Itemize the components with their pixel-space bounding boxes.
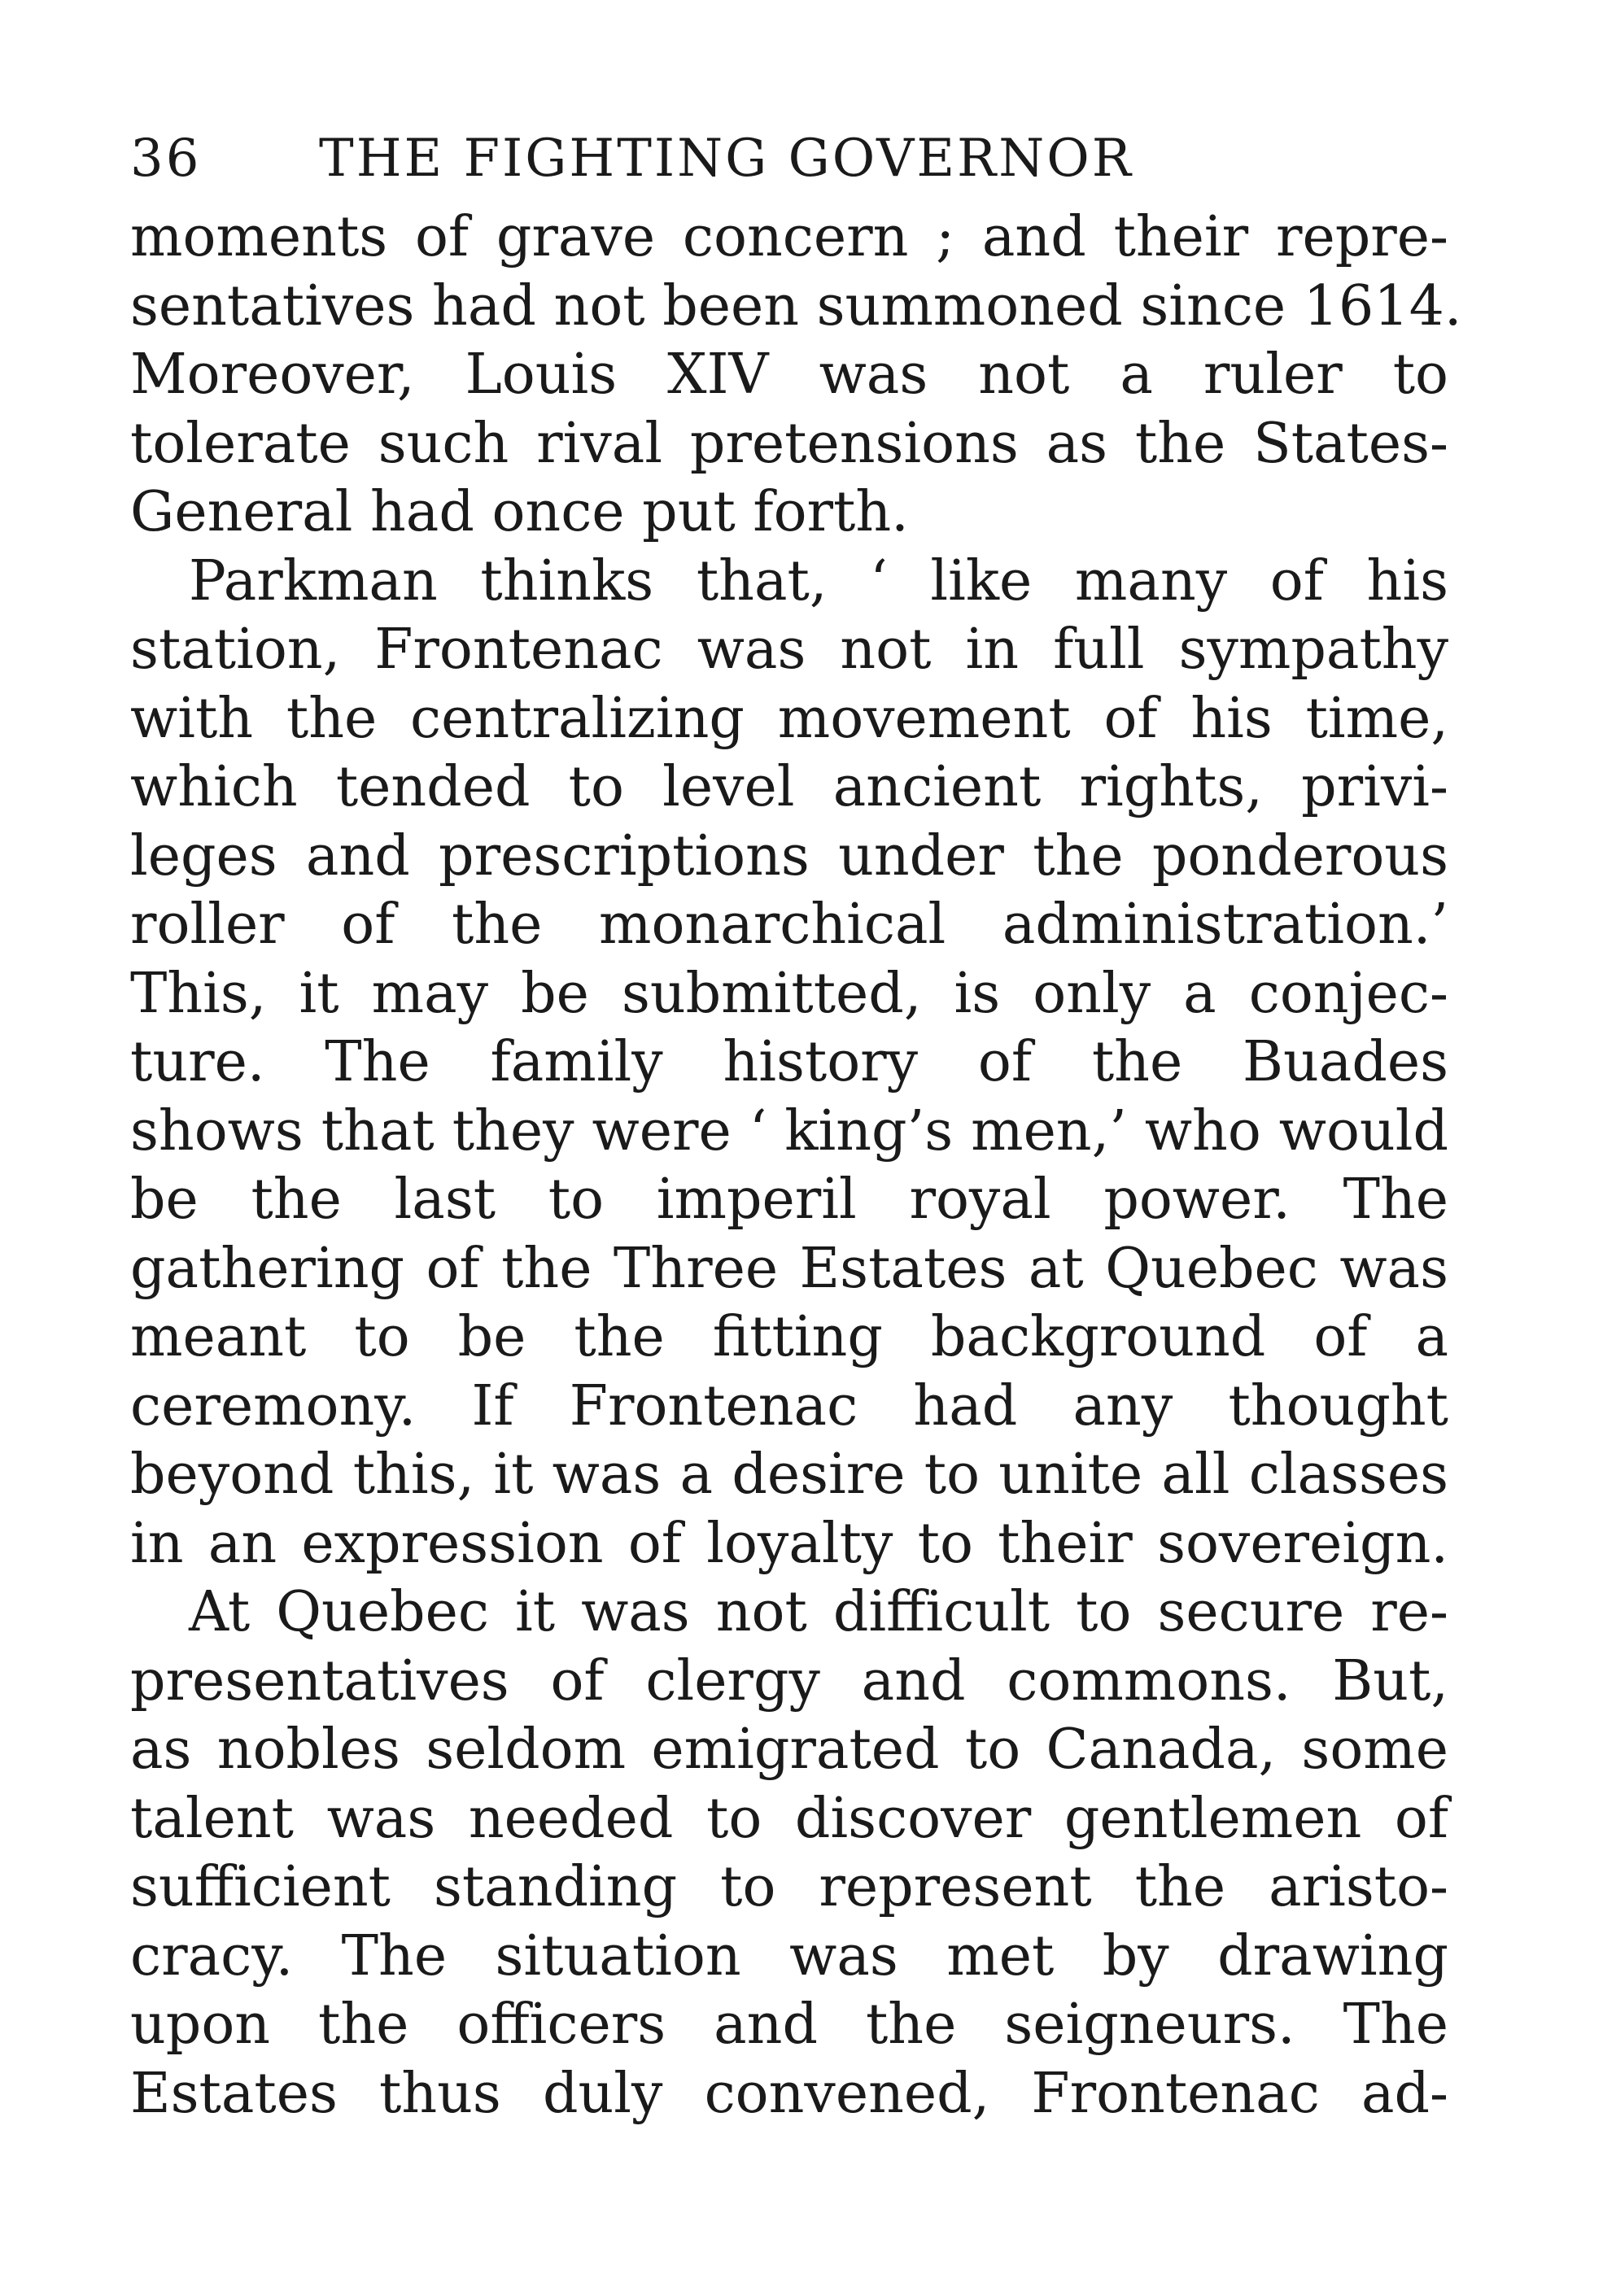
text-line: shows that they were ‘ king’s men,’ who would [130,1098,1448,1163]
text-line: At Quebec it was not difficult to secure re- [189,1580,1448,1644]
text-line: presentatives of clergy and commons. But, [130,1648,1448,1713]
text-line: be the last to imperil royal power. The [130,1168,1448,1232]
text-line: meant to be the fitting background of a [130,1305,1448,1369]
text-line: sufficient standing to represent the aristo- [130,1855,1448,1919]
text-line: beyond this, it was a desire to unite all classes [130,1443,1448,1507]
body-text [130,203,1462,2128]
page-number: 36 [130,129,202,189]
text-line: sentatives had not been summoned since 1614. [130,273,1462,338]
text-line: cracy. The situation was met by drawing [130,1923,1448,1988]
text-line: upon the officers and the seigneurs. The [130,1993,1448,2057]
running-head [130,114,1448,203]
running-title: THE FIGHTING GOVERNOR [319,129,1133,189]
text-line: General had once put forth. [130,480,909,544]
text-line: Moreover, Louis XIV was not a ruler to [130,343,1448,407]
text-line: Parkman thinks that, ‘ like many of his [189,548,1448,613]
text-line: with the centralizing movement of his time, [130,686,1448,751]
text-line: ceremony. If Frontenac had any thought [130,1373,1448,1438]
text-line: roller of the monarchical administration.’ [130,893,1448,957]
text-line: ture. The family history of the Buades [130,1030,1448,1094]
text-line: gathering of the Three Estates at Quebec was [130,1236,1448,1301]
text-line: station, Frontenac was not in full sympathy [130,618,1448,682]
text-line: as nobles seldom emigrated to Canada, some [130,1718,1448,1782]
text-line: This, it may be submitted, is only a conjec- [130,961,1448,1026]
text-line: moments of grave concern ; and their repre- [130,205,1448,269]
text-line: leges and prescriptions under the ponderous [130,823,1448,888]
book-page [130,114,1462,2128]
text-line: Estates thus duly convened, Frontenac ad- [130,2061,1448,2126]
text-line: talent was needed to discover gentlemen of [130,1786,1448,1851]
text-line: in an expression of loyalty to their sovereign. [130,1511,1448,1576]
text-line: which tended to level ancient rights, privi- [130,755,1448,819]
text-line: tolerate such rival pretensions as the States- [130,411,1448,476]
